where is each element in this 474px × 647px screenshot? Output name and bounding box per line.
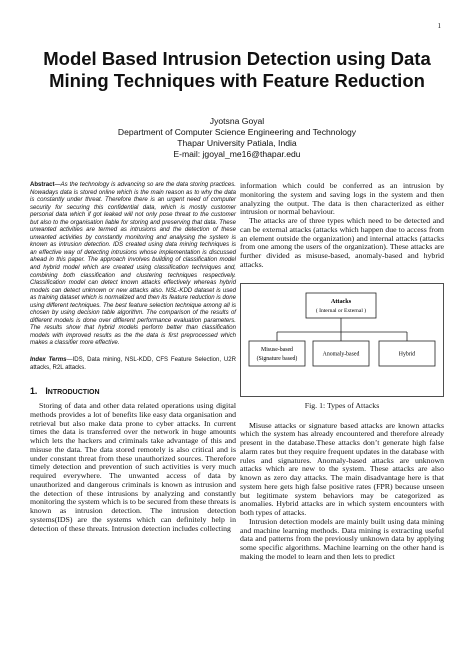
node-misuse-line2: (Signature based) — [256, 355, 298, 362]
author-block — [30, 116, 444, 160]
author-department: Department of Computer Science Engineering and Technology — [117, 127, 357, 137]
node-anomaly-label: Anomaly-based — [322, 351, 360, 357]
introduction-paragraph: Storing of data and other data related operations using digital methods provides a lot of benefits like easy data organisation and retrieval but also make data prone to cyber attacks. In current times the data is transferred over the network in huge amounts which lets the hackers and criminals take advantage of this and misuse the data. The data stored remotely is also critical and is under constant threat from these unauthorized sources. Therefore timely detection and prevention of such activities is very much required everywhere. The unwanted access of data by unauthorized and dangerous criminals is known as intrusion and the detection of these intrusions by analyzing and constantly monitoring the system which is to be secured from these threats is known as intrusion detection. The intrusion detection systems(IDS) are the systems which can definitely help in detection of these threats. Intrusion detection includes collecting — [30, 401, 236, 533]
paper-title: Model Based Intrusion Detection using Data Mining Techniques with Feature Reduction — [43, 48, 431, 91]
body-paragraph-4: Intrusion detection models are mainly built using data mining and machine learning methods. Data mining is extracting useful data and patterns from the previously unknown data by applying some specific algorithms. Machine learning on the other hand is making the model to learn and then lets to predict — [240, 516, 444, 561]
section-heading-introduction — [30, 386, 236, 396]
page-number: 1 — [437, 22, 441, 30]
section-title-rest: NTRODUCTION — [47, 389, 100, 397]
node-attacks — [306, 293, 376, 318]
body-paragraph-1: information which could be conferred as an intrusion by monitoring the system and saving logs in the system and then analyzing the output. The data is then characterized as either intrusion or normal behaviour. — [240, 181, 444, 217]
attack-types-diagram — [240, 283, 444, 397]
index-terms-label: Index Terms — [30, 357, 67, 364]
node-attacks-sub: ( Internal or External ) — [315, 307, 367, 314]
author-email: E-mail: jgoyal_me16@thapar.edu — [173, 149, 301, 159]
figure-caption: Fig. 1: Types of Attacks — [304, 400, 380, 410]
section-title-first-letter: I — [45, 386, 48, 397]
abstract-label: Abstract — [30, 182, 55, 188]
node-misuse — [249, 341, 305, 366]
left-column — [30, 182, 236, 533]
node-attacks-title: Attacks — [330, 297, 352, 305]
attack-types-figure — [240, 283, 444, 397]
author-name: Jyotsna Goyal — [209, 116, 265, 126]
body-paragraph-2: The attacks are of three types which need to be detected and can be external attacks (attacks which happen due to access from an element outside the organization) and internal attacks (attacks from one among the users of the organization). These attacks are further divided as misuse-based, anomaly-based and hybrid attacks. — [240, 216, 444, 269]
node-hybrid-label: Hybrid — [398, 351, 416, 357]
right-column — [240, 182, 444, 562]
node-misuse-line1: Misuse-based — [261, 346, 293, 353]
abstract — [30, 182, 236, 348]
body-paragraph-3: Misuse attacks or signature based attacks are known attacks which the system has already encountered and therefore already present in the database.These attacks don’t generate high false alarm rates but they require frequent updates in the database with rules and signatures. Anomaly-based attacks are unknown attacks which are new to the system. These attacks are also known as zero day attacks. The main disadvantage here is that system here gets high false positive rates (FPR) because unseen but legitimate system behaviors may be categorized as anomalies. Hybrid attacks are in which system encounters with both types of attacks. — [240, 420, 444, 517]
abstract-text: —As the technology is advancing so are the data storing practices. Nowadays data is stored online which is the main reason as to why the data is constantly under threat. Therefore there is an urgent need of computer security for securing this confidential data, which is mostly customer personal data which if got leaked will not only pose threat to the customer but also to the organisation liable for storing and preserving that data. These unwanted activities are termed as intrusions and the detection of these unwanted activities by constantly monitoring and analysing the system is known as intrusion detection. IDS created using data mining techniques is an effective way of detecting intrusions whose implementation is discussed ahead in this paper. The approach involves building of classification model and hybrid model which are created using classification techniques and, combining both classification and clustering techniques respectively. Classification model can detect known attacks effectively whereas hybrid models can detect unknown or new attacks also. NSL-KDD dataset is used as training dataset which is normalized and then its feature reduction is done using different techniques. The best feature selection technique among all is chosen by using decision table algorithm. The comparison of the results of different models is done over different performance evaluation parameters. The results show that hybrid models perform better than classification models with improved results as the the data is first preprocessed which makes a classifier more effective. — [30, 182, 236, 347]
section-number: 1. — [30, 386, 38, 397]
index-terms-text: —IDS, Data mining, NSL-KDD, CFS Feature Selection, U2R attacks, R2L attacks. — [30, 357, 236, 371]
author-university: Thapar University Patiala, India — [177, 138, 297, 148]
index-terms — [30, 357, 236, 372]
